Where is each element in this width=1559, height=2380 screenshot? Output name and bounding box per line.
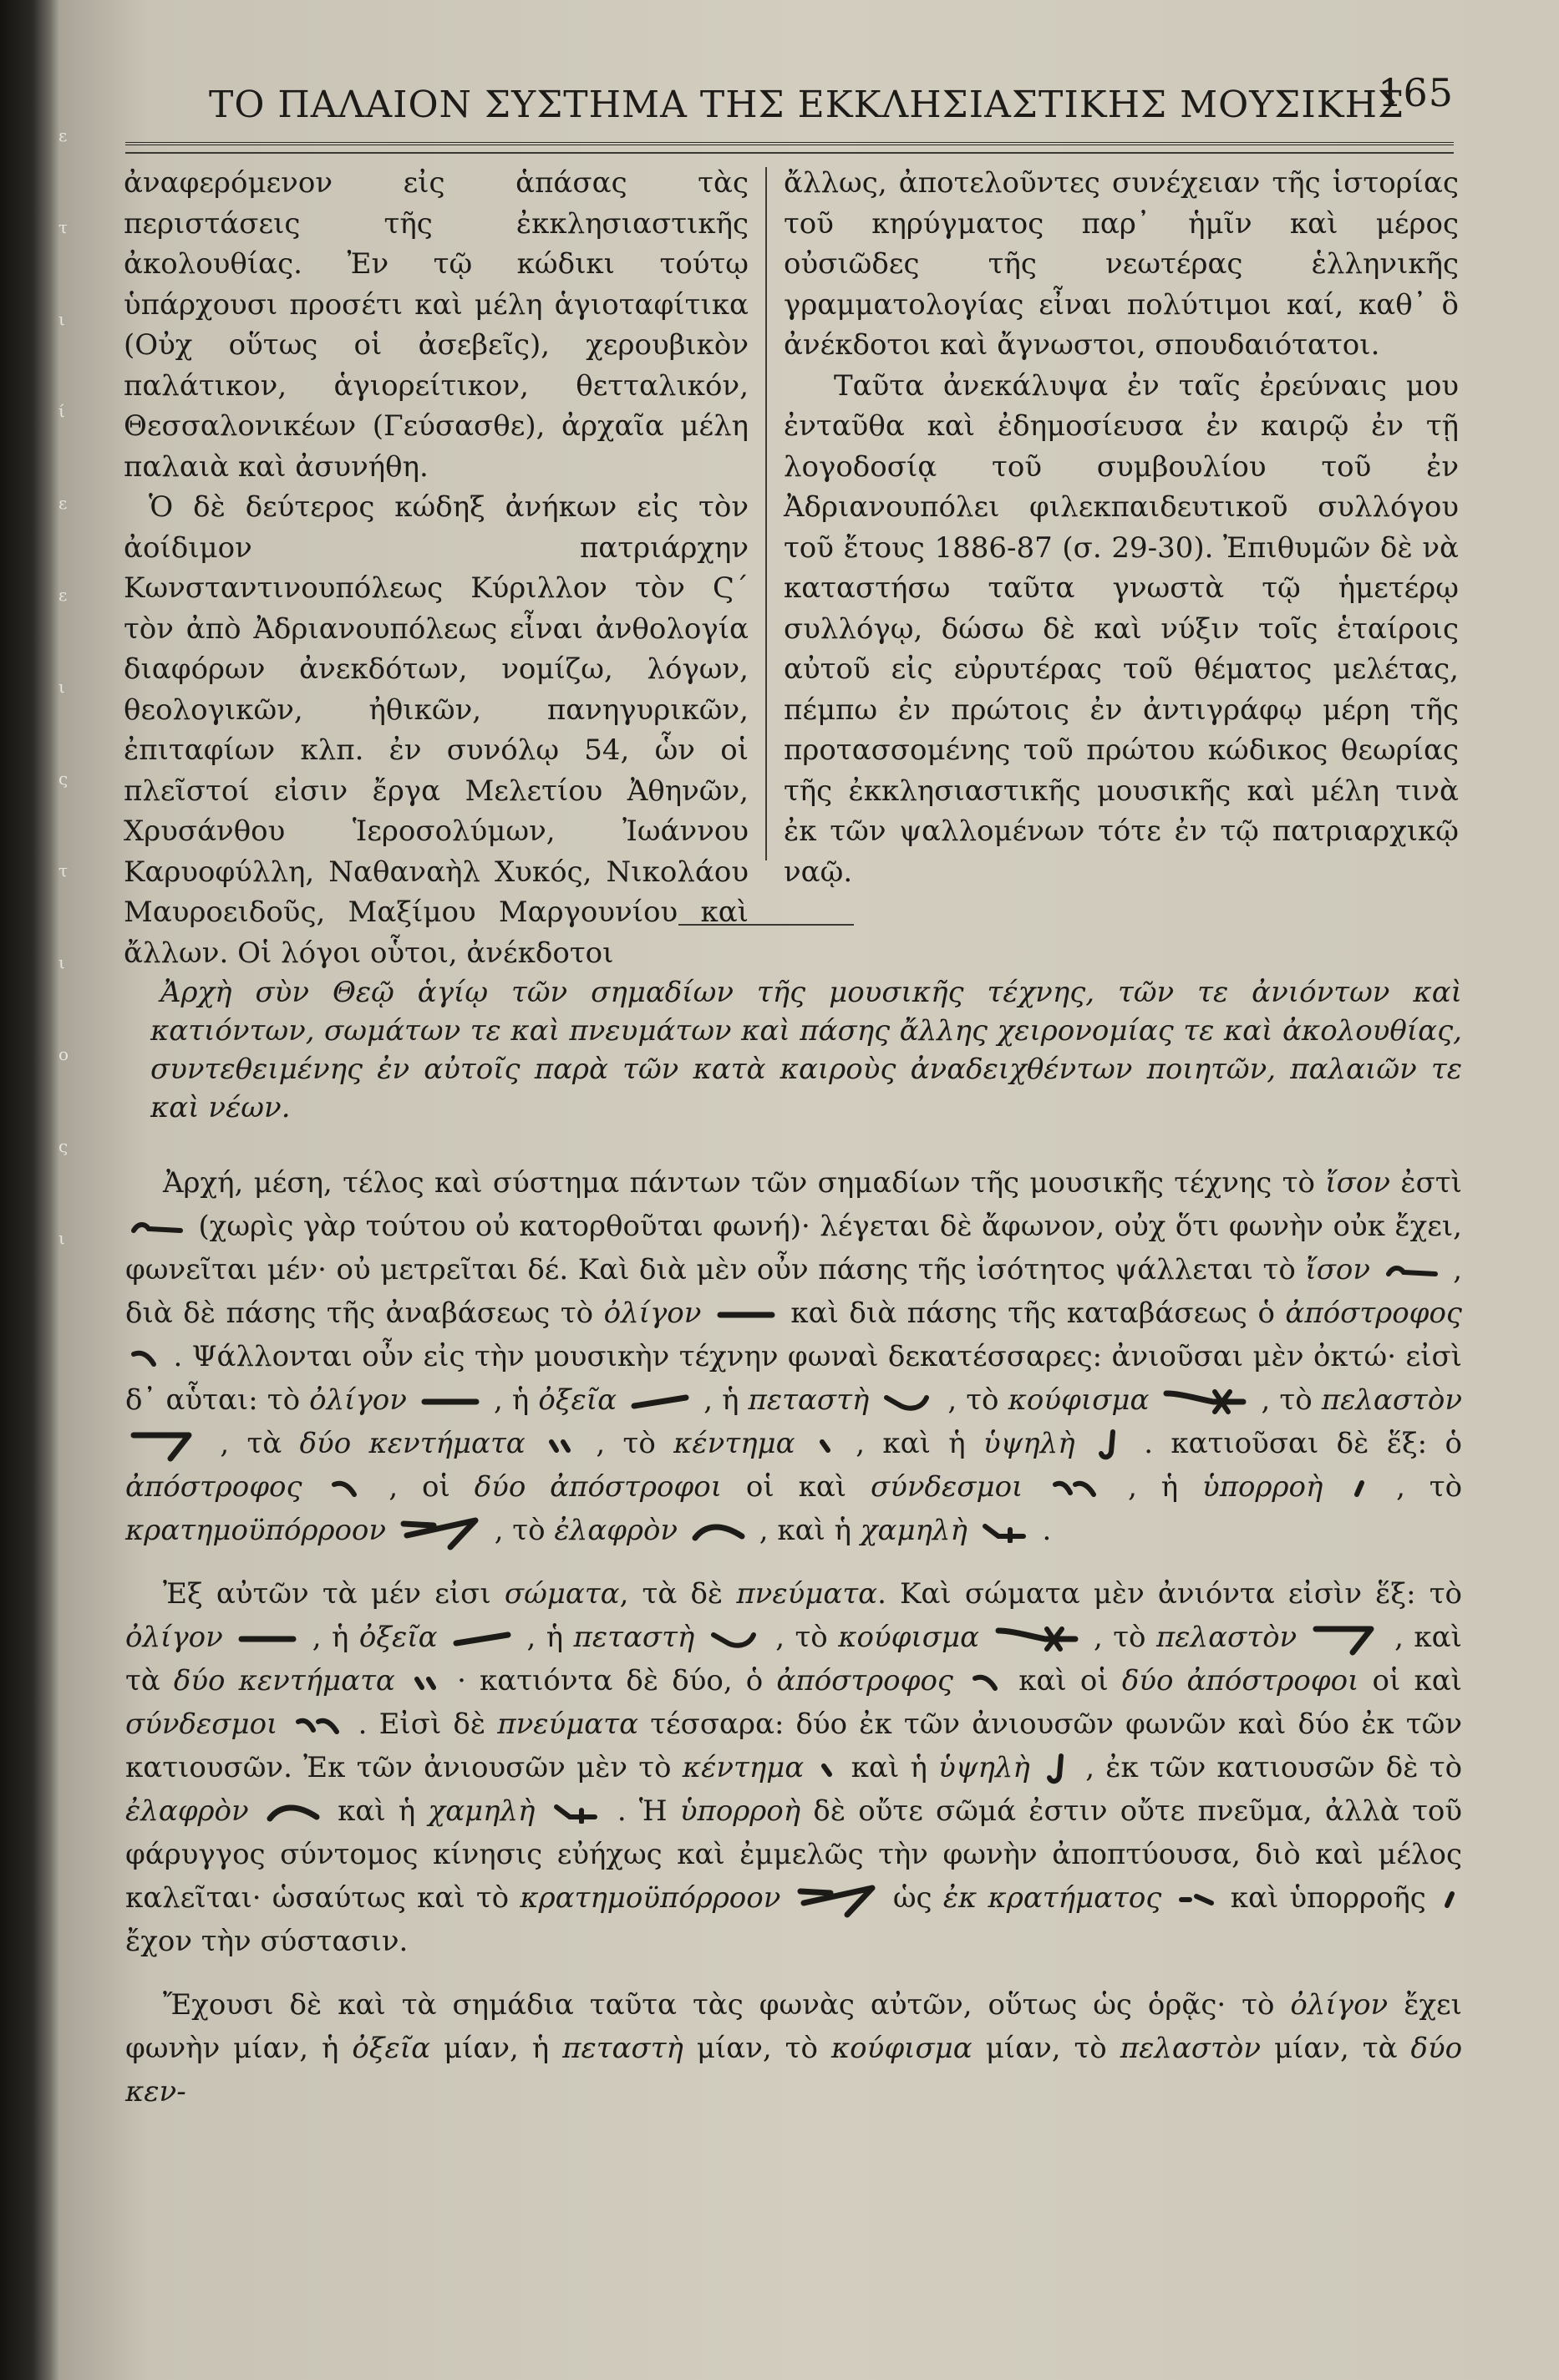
chamili-neume-icon <box>553 1802 600 1824</box>
main-paragraph-2: Ἐξ αὐτῶν τὰ μέν εἰσι σώματα, τὰ δὲ πνεύματα. Καὶ σώματα μὲν ἀνιόντα εἰσὶν ἕξ: τὸ ὀλίγον , ἡ ὀξεῖα , ἡ πεταστὴ , τὸ κούφισμα , τὸ πελαστὸν , καὶ τὰ δύο κεντήματα · κατιόντα δὲ δύο, ὁ ἀπόστροφος καὶ οἱ δύο ἀπόστροφοι οἱ καὶ σύνδεσμοι . Εἰσὶ δὲ πνεύματα τέσσαρα: δύο ἐκ τῶν ἀνιουσῶν φωνῶν καὶ δύο ἐκ τῶν κατιουσῶν. Ἐκ τῶν ἀνιουσῶν μὲν τὸ κέντημα καὶ ἡ ὑψηλὴ , ἐκ τῶν κατιουσῶν δὲ τὸ ἐλαφρὸν καὶ ἡ χαμηλὴ . Ἡ ὑπορροὴ δὲ οὔτε σῶμά ἐστιν οὔτε πνεῦμα, ἀλλὰ τοῦ φάρυγγος σύντομος κίνησις εὐήχως καὶ ἐμμελῶς τὴν φωνὴν ἀποπτύουσα, διὸ καὶ μέλος καλεῖται· ὡσαύτως καὶ τὸ κρατημοϋπόρροον ὡς ἐκ κρατήματος καὶ ὑπορροῆς ἔχον τὴν σύστασιν. <box>125 1577 1463 1958</box>
ison-neume-icon <box>130 1219 184 1237</box>
term-pneumata: πνεύματα <box>497 1708 639 1741</box>
chamili-neume-icon <box>982 1521 1028 1543</box>
term-dyo-apostrophoi: δύο ἀπόστροφοι <box>474 1470 723 1504</box>
dyo-kentimata-neume-icon <box>414 1674 439 1691</box>
term-syndesmoi: σύνδεσμοι <box>871 1470 1023 1504</box>
term-oligon: ὀλίγον <box>125 1621 223 1654</box>
term-dyo-kentimata: δύο κεντήματα <box>299 1427 526 1460</box>
term-apostrophos: ἀπόστροφος <box>125 1470 302 1504</box>
term-oxeia: ὀξεῖα <box>352 2032 431 2065</box>
kouphisma-neume-icon <box>995 1624 1079 1654</box>
term-dyo-kentimata: δύο κεντήματα <box>173 1664 395 1697</box>
oligon-neume-icon <box>238 1632 297 1646</box>
term-petasti: πεταστὴ <box>573 1621 695 1654</box>
kouphisma-neume-icon <box>1163 1387 1247 1417</box>
term-syndesmoi: σύνδεσμοι <box>125 1708 278 1741</box>
petasti-neume-icon <box>710 1626 760 1652</box>
petasti-neume-icon <box>883 1389 933 1414</box>
term-ison: ἴσον <box>1305 1253 1371 1286</box>
left-paragraph-1: ἀναφερόμενον εἰς ἁπάσας τὰς περιστάσεις τῆς ἐκκλησιαστικῆς ἀκολουθίας. Ἐν τῷ κώδικι τούτῳ ὑπάρχουσι προσέτι καὶ μέλη ἁγιοταφίτικα (Οὐχ οὕτως οἱ ἀσεβεῖς), χερουβικὸν παλάτικον, ἁγιορείτικον, θετταλικόν, Θεσσαλονικέων (Γεύσασθε), ἀρχαῖα μέλη παλαιὰ καὶ ἀσυνήθη. <box>124 166 749 484</box>
oligon-neume-icon <box>421 1395 480 1408</box>
term-dyo-apostrophoi: δύο ἀπόστροφοι <box>1121 1664 1359 1697</box>
oxeia-neume-icon <box>453 1630 511 1648</box>
term-oligon: ὀλίγον <box>1290 1988 1389 2022</box>
kratimoyporroon-neume-icon <box>797 1881 877 1918</box>
book-gutter-shadow <box>0 0 58 2380</box>
dyo-kentimata-neume-icon <box>548 1437 573 1454</box>
ison-neume-icon <box>1385 1262 1439 1281</box>
term-chamili: χαμηλὴ <box>860 1514 967 1547</box>
term-kouphisma: κούφισμα <box>830 2032 972 2065</box>
kentima-neume-icon <box>820 1761 835 1778</box>
header-rule <box>125 152 1454 154</box>
oxeia-neume-icon <box>631 1393 689 1411</box>
term-oxeia: ὀξεῖα <box>538 1383 617 1417</box>
term-apostrophos: ἀπόστροφος <box>776 1664 953 1697</box>
main-paragraph-3: Ἔχουσι δὲ καὶ τὰ σημάδια ταῦτα τὰς φωνὰς αὐτῶν, οὕτως ὡς ὁρᾷς· τὸ ὀλίγον ἔχει φωνὴν μίαν, ἡ ὀξεῖα μίαν, ἡ πεταστὴ μίαν, τὸ κούφισμα μίαν, τὸ πελαστὸν μίαν, τὰ δύο κεν- <box>125 1988 1463 2109</box>
term-pneumata: πνεύματα <box>736 1577 878 1611</box>
elaphron-neume-icon <box>692 1521 745 1543</box>
main-paragraph-1: Ἀρχή, μέση, τέλος καὶ σύστημα πάντων τῶν σημαδίων τῆς μουσικῆς τέχνης τὸ ἴσον ἐστὶ (χωρὶς γὰρ τούτου οὐ κατορθοῦται φωνή)· λέγεται δὲ ἄφωνον, οὐχ ὅτι φωνὴν οὐκ ἔχει, φωνεῖται μέν· οὐ μετρεῖται δέ. Καὶ διὰ μὲν οὖν πάσης τῆς ἰσότητος ψάλλεται τὸ ἴσον , διὰ δὲ πάσης τῆς ἀναβάσεως τὸ ὀλίγον καὶ διὰ πάσης τῆς καταβάσεως ὁ ἀπόστροφος . Ψάλλονται οὖν εἰς τὴν μουσικὴν τέχνην φωναὶ δεκατέσσαρες: ἀνιοῦσαι μὲν ὀκτώ· εἰσὶ δ᾽ αὗται: τὸ ὀλίγον , ἡ ὀξεῖα , ἡ πεταστὴ , τὸ κούφισμα , τὸ πελαστὸν , τὰ δύο κεντήματα , τὸ κέντημα , καὶ ἡ ὑψηλὴ . κατιοῦσαι δὲ ἕξ: ὁ ἀπόστροφος , οἱ δύο ἀπόστροφοι οἱ καὶ σύνδεσμοι , ἡ ὑπορροὴ , τὸ κρατημοϋπόρροον , τὸ ἐλαφρὸν , καὶ ἡ χαμηλὴ . <box>125 1161 1462 1552</box>
term-kouphisma: κούφισμα <box>838 1621 980 1654</box>
column-divider <box>765 167 767 860</box>
header-double-rule <box>125 142 1454 145</box>
term-kratimoyporroon: κρατημοϋπόρροον <box>520 1881 781 1915</box>
yporroi-neume-icon <box>1442 1890 1457 1909</box>
oligon-neume-icon <box>717 1308 775 1322</box>
ypsili-neume-icon <box>1046 1753 1069 1786</box>
term-petasti: πεταστὴ <box>748 1383 870 1417</box>
term-oligon: ὀλίγον <box>309 1383 407 1417</box>
term-petasti: πεταστὴ <box>562 2032 683 2065</box>
page-number: 165 <box>1378 70 1454 115</box>
term-yporroi: ὑπορροὴ <box>679 1794 801 1828</box>
pelaston-neume-icon <box>1313 1622 1379 1656</box>
term-kentima: κέντημα <box>682 1751 805 1784</box>
term-pelaston: πελαστὸν <box>1155 1621 1297 1654</box>
main-text <box>125 1161 1462 2134</box>
section-separator <box>678 924 854 926</box>
term-chamili: χαμηλὴ <box>428 1794 536 1828</box>
term-elaphron: ἐλαφρὸν <box>125 1794 249 1828</box>
syndesmoi-neume-icon <box>295 1715 342 1737</box>
kratimoyporroon-neume-icon <box>400 1514 480 1550</box>
running-title: ΤΟ ΠΑΛΑΙΟΝ ΣΥΣΤΗΜΑ ΤΗΣ ΕΚΚΛΗΣΙΑΣΤΙΚΗΣ ΜΟΥΣΙΚΗΣ <box>209 84 1405 126</box>
elaphron-neume-icon <box>267 1802 320 1824</box>
term-kratimoyporroon: κρατημοϋπόρροον <box>125 1514 387 1547</box>
right-paragraph-1: ἄλλως, ἀποτελοῦντες συνέχειαν τῆς ἱστορίας τοῦ κηρύγματος παρ᾽ ἡμῖν καὶ μέρος οὐσιῶδες τῆς νεωτέρας ἑλληνικῆς γραμματολογίας εἶναι πολύτιμοι καί, καθ᾽ ὃ ἀνέκδοτοι καὶ ἄγνωστοι, σπουδαιότατοι. <box>784 166 1459 362</box>
term-kentima: κέντημα <box>673 1427 795 1460</box>
apostrophos-neume-icon <box>331 1478 359 1500</box>
apostrophos-neume-icon <box>130 1347 159 1369</box>
pelaston-neume-icon <box>130 1429 197 1462</box>
right-paragraph-2: Ταῦτα ἀνεκάλυψα ἐν ταῖς ἐρεύναις μου ἐνταῦθα καὶ ἐδημοσίευσα ἐν καιρῷ ἐν τῇ λογοδοσίᾳ τοῦ συμβουλίου τοῦ ἐν Ἀδριανουπόλει φιλεκπαιδευτικοῦ συλλόγου τοῦ ἔτους 1886-87 (σ. 29-30). Ἐπιθυμῶν δὲ νὰ καταστήσω ταῦτα γνωστὰ τῷ ἡμετέρῳ συλλόγῳ, δώσω δὲ καὶ νύξιν τοῖς ἑταίροις αὐτοῦ εἰς εὐρυτέρας τοῦ θέματος μελέτας, πέμπω ἐν πρώτοις ἐν ἀντιγράφῳ μέρη τῆς προτασσομένης τοῦ πρώτου κώδικος θεωρίας τῆς ἐκκλησιαστικῆς μουσικῆς καὶ μέλη τινὰ ἐκ τῶν ψαλλομένων τότε ἐν τῷ πατριαρχικῷ ναῷ. <box>784 368 1459 889</box>
term-oligon: ὀλίγον <box>603 1297 702 1330</box>
yporroi-neume-icon <box>1352 1479 1367 1498</box>
term-oxeia: ὀξεῖα <box>358 1621 438 1654</box>
syndesmoi-neume-icon <box>1052 1478 1099 1500</box>
left-column <box>124 163 749 970</box>
term-dyo-kentimata: δύο κεν- <box>125 2032 1463 2109</box>
left-paragraph-2: Ὁ δὲ δεύτερος κώδηξ ἀνήκων εἰς τὸν ἀοίδιμον πατριάρχην Κωνσταντινουπόλεως Κύριλλον τὸν Ϛ΄ τὸν ἀπὸ Ἀδριανουπόλεως εἶναι ἀνθολογία διαφόρων ἀνεκδότων, νομίζω, λόγων, θεολογικῶν, ἠθικῶν, πανηγυρικῶν, ἐπιταφίων κλπ. ἐν συνόλῳ 54, ὧν οἱ πλεῖστοί εἰσιν ἔργα Μελετίου Ἀθηνῶν, Χρυσάνθου Ἱεροσολύμων, Ἰωάννου Καρυοφύλλη, Ναθαναὴλ Χυκός, Νικολάου Μαυροειδοῦς, Μαξίμου Μαργουνίου καὶ ἄλλων. Οἱ λόγοι οὗτοι, ἀνέκδοτοι <box>124 490 749 970</box>
kentima-neume-icon <box>818 1437 833 1454</box>
intro-heading <box>150 973 1462 1127</box>
term-ek-kratimatos: ἐκ κρατήματος <box>942 1881 1162 1915</box>
term-pelaston: πελαστὸν <box>1321 1383 1463 1417</box>
ypsili-neume-icon <box>1098 1429 1121 1462</box>
right-column <box>784 163 1459 889</box>
apostrophos-neume-icon <box>972 1672 1000 1693</box>
term-apostrophos: ἀπόστροφος <box>1285 1297 1462 1330</box>
margin-marks: ε τ ι ί ε ε ι ς τ ι ο ς ι <box>58 125 69 1248</box>
term-somata: σώματα <box>504 1577 620 1611</box>
term-yporroi: ὑπορροὴ <box>1202 1470 1323 1504</box>
term-kouphisma: κούφισμα <box>1008 1383 1150 1417</box>
term-ypsili: ὑψηλὴ <box>983 1427 1075 1460</box>
intro-text: Ἀρχὴ σὺν Θεῷ ἁγίῳ τῶν σημαδίων τῆς μουσικῆς τέχνης, τῶν τε ἀνιόντων καὶ κατιόντων, σωμάτων τε καὶ πνευμάτων καὶ πάσης ἄλλης χειρονομίας τε καὶ ἀκολουθίας, συντεθειμένης ἐν αὐτοῖς παρὰ τῶν κατὰ καιροὺς ἀναδειχθέντων ποιητῶν, παλαιῶν τε καὶ νέων. <box>150 976 1462 1124</box>
kratima-neume-icon <box>1178 1891 1215 1908</box>
term-ison: ἴσον <box>1325 1166 1391 1200</box>
term-elaphron: ἐλαφρὸν <box>554 1514 678 1547</box>
term-ypsili: ὑψηλὴ <box>938 1751 1030 1784</box>
running-head <box>209 67 1454 134</box>
term-pelaston: πελαστὸν <box>1120 2032 1261 2065</box>
